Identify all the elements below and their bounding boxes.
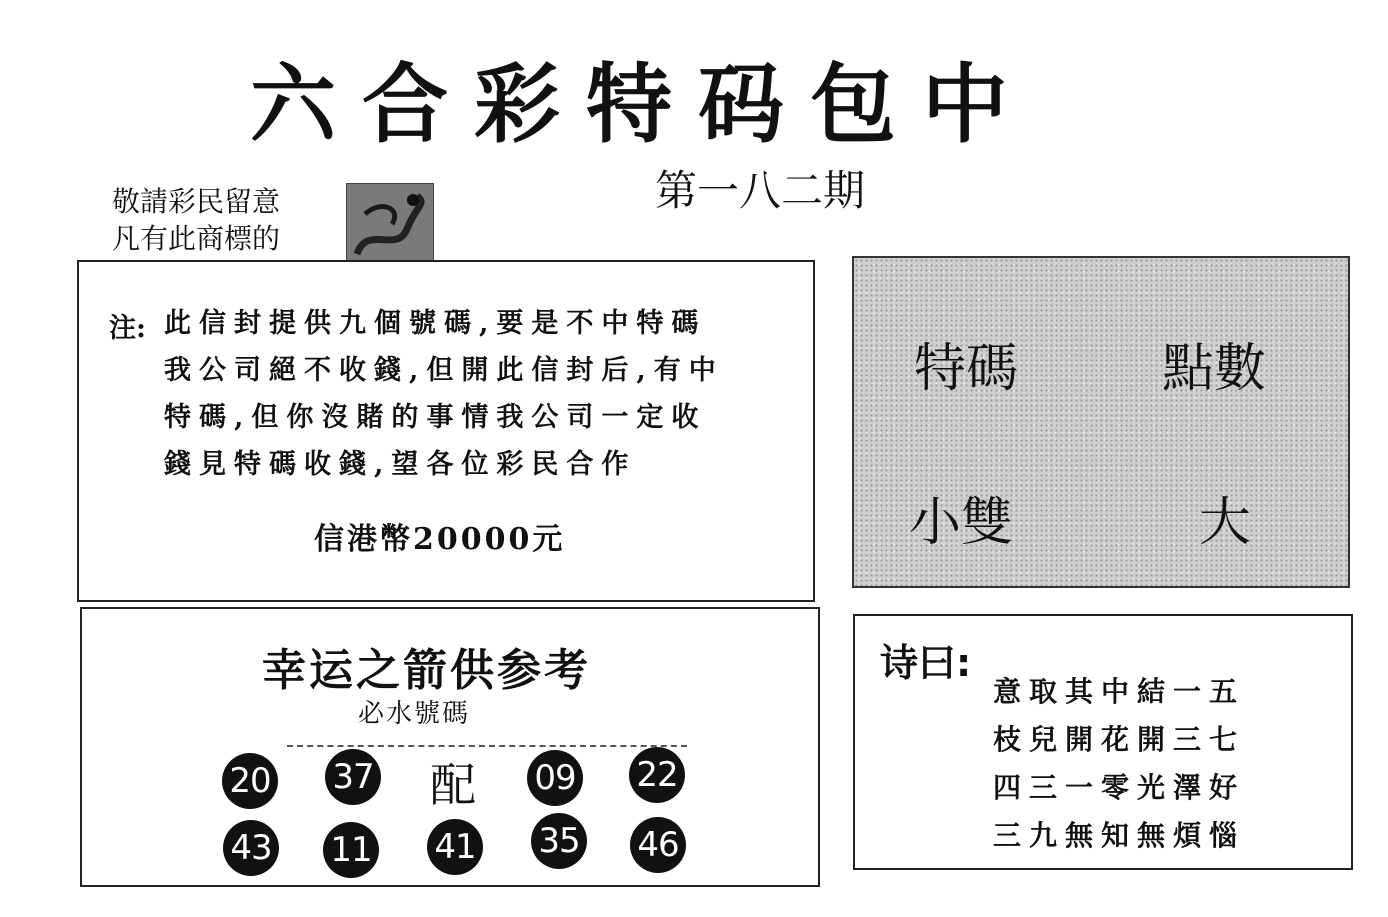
number-ball: 41 xyxy=(427,819,483,875)
stats-box xyxy=(852,256,1350,588)
note-line: 此信封提供九個號碼,要是不中特碼 xyxy=(164,308,707,339)
number-ball: 22 xyxy=(629,747,685,803)
big-value: 大 xyxy=(1199,493,1252,553)
number-ball: 43 xyxy=(223,820,279,876)
number-ball: 11 xyxy=(323,822,379,878)
small-even-value: 小雙 xyxy=(909,493,1014,553)
note-text xyxy=(164,300,724,488)
number-ball: 35 xyxy=(531,813,587,869)
poem-box xyxy=(853,614,1353,870)
poem-line: 枝兒開花開三七 xyxy=(993,723,1246,756)
lucky-title: 幸运之箭供参考 xyxy=(262,645,591,696)
notice-line: 凡有此商標的 xyxy=(112,222,281,255)
number-ball: 20 xyxy=(222,753,278,809)
number-ball: 09 xyxy=(527,750,583,806)
poem-line: 意取其中結一五 xyxy=(993,675,1246,708)
divider xyxy=(287,745,687,747)
note-line: 我公司絕不收錢,但開此信封后,有中 xyxy=(164,355,724,386)
special-code-label: 特碼 xyxy=(914,339,1019,399)
notice-line: 敬請彩民留意 xyxy=(112,185,281,218)
note-box xyxy=(77,260,815,602)
lucky-subtitle: 必水號碼 xyxy=(358,699,471,729)
note-line: 特碼,但你沒賭的事情我公司一定收 xyxy=(164,402,707,433)
number-ball: 46 xyxy=(630,817,686,873)
poem-line: 四三一零光澤好 xyxy=(993,771,1246,804)
pair-label: 配 xyxy=(430,758,476,812)
points-label: 點數 xyxy=(1162,339,1267,399)
number-ball: 37 xyxy=(325,749,381,805)
note-label: 注: xyxy=(109,313,146,344)
lucky-numbers-box xyxy=(80,607,820,887)
guarantee-amount: 信港幣20000元 xyxy=(314,522,566,557)
note-line: 錢見特碼收錢,望各位彩民合作 xyxy=(164,449,637,480)
page-title: 六合彩特码包中 xyxy=(250,55,1034,155)
poem-text xyxy=(993,668,1245,860)
poem-line: 三九無知無煩惱 xyxy=(993,819,1246,852)
poem-label: 诗曰: xyxy=(880,641,972,685)
issue-number: 第一八二期 xyxy=(655,166,866,215)
